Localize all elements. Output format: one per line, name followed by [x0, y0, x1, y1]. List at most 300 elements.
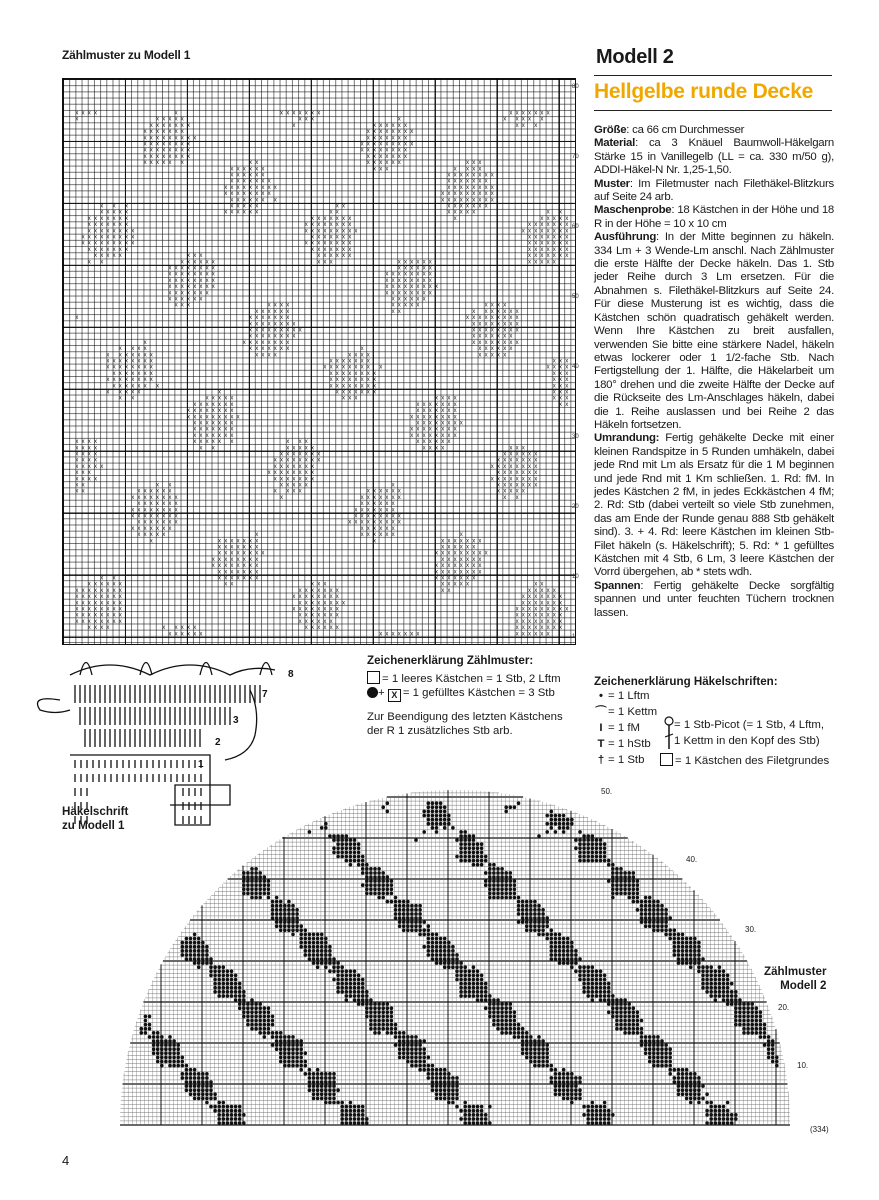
svg-text:x: x [534, 612, 538, 619]
svg-text:x: x [125, 240, 128, 247]
svg-text:x: x [230, 569, 234, 576]
svg-text:x: x [87, 612, 91, 619]
svg-text:x: x [261, 339, 265, 346]
svg-text:x: x [162, 501, 166, 508]
svg-text:x: x [360, 532, 364, 539]
svg-text:1: 1 [198, 759, 204, 770]
svg-text:x: x [329, 612, 333, 619]
svg-text:x: x [317, 110, 321, 117]
svg-text:x: x [478, 191, 482, 198]
svg-text:x: x [459, 550, 463, 557]
svg-text:x: x [397, 513, 401, 520]
svg-text:x: x [100, 600, 104, 607]
svg-text:x: x [168, 519, 172, 526]
svg-text:x: x [447, 197, 451, 204]
svg-text:x: x [410, 302, 414, 309]
svg-text:x: x [261, 178, 265, 185]
svg-text:x: x [410, 296, 414, 303]
svg-text:x: x [503, 315, 507, 322]
svg-text:x: x [286, 308, 290, 315]
svg-text:x: x [521, 122, 525, 129]
svg-text:x: x [75, 439, 79, 446]
page-title: Hellgelbe runde Decke [594, 80, 813, 103]
svg-text:x: x [335, 215, 339, 222]
svg-text:x: x [149, 122, 153, 129]
svg-text:x: x [205, 259, 209, 266]
svg-text:x: x [242, 184, 246, 191]
svg-text:x: x [360, 525, 364, 532]
svg-text:x: x [280, 327, 283, 334]
svg-text:x: x [143, 488, 147, 495]
svg-text:x: x [447, 544, 451, 551]
svg-text:x: x [286, 488, 290, 495]
svg-text:x: x [534, 222, 538, 229]
svg-text:x: x [100, 203, 104, 210]
svg-text:x: x [100, 618, 104, 625]
svg-text:x: x [466, 538, 469, 545]
svg-text:x: x [249, 339, 252, 346]
svg-text:x: x [267, 315, 271, 322]
svg-text:x: x [528, 259, 531, 266]
svg-text:x: x [218, 544, 221, 551]
svg-text:x: x [298, 110, 302, 117]
svg-text:x: x [329, 222, 333, 229]
svg-text:x: x [255, 532, 259, 539]
svg-text:x: x [342, 228, 345, 235]
svg-text:x: x [540, 612, 544, 619]
svg-text:x: x [503, 470, 507, 477]
svg-text:x: x [453, 408, 457, 415]
svg-text:x: x [168, 116, 172, 123]
svg-text:x: x [180, 259, 184, 266]
svg-text:x: x [360, 389, 364, 396]
svg-text:x: x [552, 612, 556, 619]
svg-text:x: x [187, 265, 190, 272]
svg-text:x: x [466, 172, 469, 179]
svg-text:x: x [565, 240, 569, 247]
svg-text:x: x [552, 377, 556, 384]
svg-text:x: x [143, 339, 147, 346]
svg-text:x: x [422, 414, 426, 421]
svg-text:x: x [441, 556, 445, 563]
svg-text:x: x [441, 197, 445, 204]
svg-text:x: x [255, 209, 259, 216]
svg-text:x: x [317, 612, 321, 619]
svg-text:x: x [559, 377, 562, 384]
svg-text:x: x [379, 519, 383, 526]
svg-text:x: x [100, 240, 104, 247]
svg-text:x: x [193, 277, 197, 284]
model-label: Modell 2 [596, 46, 674, 68]
svg-text:x: x [528, 600, 531, 607]
svg-text:x: x [373, 147, 376, 154]
svg-text:x: x [180, 141, 184, 148]
svg-text:x: x [193, 265, 197, 272]
svg-text:x: x [230, 414, 234, 421]
svg-text:x: x [174, 153, 178, 160]
svg-text:x: x [317, 240, 321, 247]
svg-text:x: x [552, 364, 556, 371]
svg-text:x: x [106, 253, 110, 260]
filled-dot-icon [367, 687, 378, 698]
svg-text:x: x [236, 166, 240, 173]
svg-text:x: x [94, 215, 97, 222]
svg-text:x: x [311, 470, 314, 477]
svg-text:x: x [118, 587, 122, 594]
svg-text:x: x [404, 122, 407, 129]
svg-text:x: x [94, 445, 97, 452]
svg-text:x: x [211, 445, 215, 452]
svg-text:x: x [534, 581, 538, 588]
svg-text:x: x [472, 327, 476, 334]
svg-text:x: x [193, 432, 197, 439]
svg-text:x: x [565, 370, 569, 377]
svg-text:x: x [490, 184, 494, 191]
svg-text:x: x [373, 129, 376, 136]
svg-text:x: x [373, 513, 376, 520]
legend-filled-box: + X = 1 gefülltes Kästchen = 3 Stb [367, 686, 555, 702]
svg-text:x: x [137, 358, 141, 365]
svg-text:x: x [156, 122, 159, 129]
svg-text:x: x [94, 439, 97, 446]
svg-text:x: x [534, 587, 538, 594]
svg-text:x: x [528, 463, 531, 470]
svg-text:x: x [453, 432, 457, 439]
svg-text:x: x [528, 246, 531, 253]
svg-text:x: x [329, 383, 333, 390]
svg-text:x: x [143, 358, 147, 365]
svg-text:x: x [187, 296, 190, 303]
svg-text:x: x [137, 383, 141, 390]
svg-text:x: x [534, 470, 538, 477]
svg-text:x: x [143, 141, 147, 148]
svg-text:x: x [404, 284, 407, 291]
svg-text:x: x [187, 302, 190, 309]
svg-text:x: x [106, 358, 110, 365]
svg-text:x: x [230, 556, 234, 563]
svg-text:x: x [559, 600, 562, 607]
svg-text:x: x [503, 451, 507, 458]
svg-text:x: x [447, 587, 451, 594]
svg-text:x: x [143, 519, 147, 526]
svg-text:x: x [162, 494, 166, 501]
svg-text:x: x [304, 625, 308, 632]
row-label: 40. [686, 855, 698, 864]
svg-text:x: x [280, 110, 283, 117]
svg-text:x: x [391, 290, 395, 297]
svg-text:x: x [484, 302, 488, 309]
svg-text:x: x [441, 408, 445, 415]
svg-text:x: x [137, 488, 141, 495]
svg-text:x: x [292, 451, 296, 458]
svg-text:x: x [497, 488, 500, 495]
svg-text:x: x [149, 153, 153, 160]
svg-text:x: x [174, 135, 178, 142]
svg-text:x: x [137, 346, 141, 353]
svg-text:x: x [484, 191, 488, 198]
svg-text:x: x [559, 612, 562, 619]
svg-text:x: x [416, 296, 420, 303]
svg-text:x: x [292, 457, 296, 464]
svg-text:x: x [180, 147, 184, 154]
svg-text:x: x [94, 594, 97, 601]
svg-text:x: x [416, 302, 420, 309]
svg-text:x: x [435, 439, 438, 446]
svg-text:x: x [304, 587, 308, 594]
svg-text:x: x [100, 581, 104, 588]
svg-text:x: x [373, 135, 376, 142]
svg-text:x: x [515, 476, 519, 483]
svg-text:x: x [391, 507, 395, 514]
svg-text:x: x [366, 141, 370, 148]
svg-text:x: x [528, 116, 531, 123]
svg-text:x: x [255, 538, 259, 545]
svg-text:x: x [81, 240, 85, 247]
svg-text:x: x [397, 494, 401, 501]
svg-text:x: x [323, 253, 327, 260]
svg-text:x: x [540, 215, 544, 222]
svg-text:x: x [273, 333, 277, 340]
svg-text:x: x [230, 166, 234, 173]
svg-text:x: x [546, 594, 550, 601]
svg-text:x: x [112, 383, 116, 390]
svg-text:x: x [100, 587, 104, 594]
svg-text:x: x [559, 625, 562, 632]
svg-text:x: x [162, 532, 166, 539]
svg-text:x: x [534, 253, 538, 260]
svg-text:x: x [273, 321, 277, 328]
svg-text:x: x [292, 327, 296, 334]
svg-text:x: x [559, 606, 562, 613]
svg-text:x: x [521, 228, 525, 235]
svg-text:x: x [180, 284, 184, 291]
svg-text:x: x [323, 228, 327, 235]
svg-text:x: x [211, 563, 215, 570]
svg-text:x: x [447, 426, 451, 433]
svg-text:x: x [534, 228, 538, 235]
svg-text:x: x [211, 265, 215, 272]
svg-text:x: x [391, 513, 395, 520]
svg-text:x: x [317, 228, 321, 235]
svg-text:x: x [311, 116, 314, 123]
svg-text:x: x [416, 631, 420, 638]
svg-text:x: x [249, 203, 252, 210]
svg-text:x: x [360, 513, 364, 520]
svg-text:x: x [453, 556, 457, 563]
svg-text:x: x [180, 129, 184, 136]
svg-text:x: x [118, 581, 122, 588]
svg-text:x: x [366, 513, 370, 520]
svg-text:x: x [187, 277, 190, 284]
svg-text:x: x [540, 234, 544, 241]
svg-text:x: x [490, 346, 494, 353]
svg-text:x: x [125, 364, 128, 371]
svg-text:x: x [87, 222, 91, 229]
svg-text:x: x [435, 563, 438, 570]
svg-text:x: x [497, 321, 500, 328]
svg-text:x: x [280, 321, 283, 328]
svg-text:x: x [497, 308, 500, 315]
svg-text:x: x [199, 253, 203, 260]
svg-text:x: x [87, 246, 91, 253]
svg-text:x: x [472, 339, 476, 346]
svg-text:x: x [137, 532, 141, 539]
svg-text:x: x [385, 166, 389, 173]
svg-text:x: x [503, 308, 507, 315]
svg-text:x: x [348, 240, 352, 247]
svg-text:x: x [385, 631, 389, 638]
svg-text:x: x [497, 482, 500, 489]
svg-text:x: x [373, 370, 376, 377]
svg-text:x: x [323, 222, 327, 229]
svg-text:x: x [472, 197, 476, 204]
svg-text:x: x [422, 420, 426, 427]
svg-text:x: x [521, 606, 525, 613]
svg-text:x: x [242, 569, 246, 576]
svg-text:x: x [112, 253, 116, 260]
svg-text:x: x [335, 389, 339, 396]
instruction-gauge: Maschenprobe: 18 Kästchen in der Höhe und 18 R in der Höhe = 10 x 10 cm [594, 204, 834, 230]
svg-text:x: x [534, 457, 538, 464]
svg-text:x: x [515, 606, 519, 613]
svg-text:x: x [335, 587, 339, 594]
svg-text:x: x [546, 606, 550, 613]
svg-text:x: x [546, 631, 550, 638]
svg-text:x: x [112, 575, 116, 582]
half-double-icon: T [597, 738, 605, 750]
svg-text:x: x [230, 426, 234, 433]
svg-text:x: x [193, 401, 197, 408]
svg-text:x: x [366, 389, 370, 396]
svg-text:x: x [416, 414, 420, 421]
svg-text:x: x [224, 395, 228, 402]
svg-text:x: x [503, 116, 507, 123]
svg-text:x: x [565, 377, 569, 384]
svg-text:x: x [168, 507, 172, 514]
svg-text:x: x [249, 191, 252, 198]
svg-text:x: x [168, 482, 172, 489]
svg-text:x: x [199, 265, 203, 272]
svg-text:x: x [540, 581, 544, 588]
svg-text:x: x [397, 135, 401, 142]
svg-text:x: x [199, 414, 203, 421]
svg-text:x: x [118, 222, 122, 229]
svg-text:x: x [224, 538, 228, 545]
svg-text:x: x [106, 612, 110, 619]
svg-text:x: x [292, 333, 296, 340]
svg-text:x: x [540, 600, 544, 607]
svg-text:x: x [546, 253, 550, 260]
svg-text:x: x [416, 420, 420, 427]
svg-text:x: x [509, 321, 513, 328]
svg-text:x: x [143, 377, 147, 384]
svg-text:x: x [100, 246, 104, 253]
svg-text:x: x [81, 612, 85, 619]
svg-text:x: x [335, 234, 339, 241]
svg-text:x: x [404, 302, 407, 309]
svg-text:x: x [205, 395, 209, 402]
svg-text:x: x [118, 253, 122, 260]
svg-text:x: x [478, 184, 482, 191]
svg-text:x: x [292, 470, 296, 477]
svg-text:x: x [280, 463, 283, 470]
svg-text:x: x [342, 358, 345, 365]
svg-text:x: x [447, 401, 451, 408]
svg-text:x: x [534, 234, 538, 241]
svg-text:x: x [280, 470, 283, 477]
svg-text:3: 3 [233, 715, 239, 726]
svg-text:x: x [286, 470, 290, 477]
svg-text:x: x [218, 401, 221, 408]
svg-text:x: x [137, 364, 141, 371]
svg-text:x: x [503, 339, 507, 346]
svg-text:x: x [162, 488, 166, 495]
svg-text:x: x [118, 594, 122, 601]
svg-text:x: x [329, 228, 333, 235]
svg-text:x: x [174, 284, 178, 291]
svg-text:x: x [304, 116, 308, 123]
svg-text:x: x [354, 519, 358, 526]
svg-text:x: x [472, 321, 476, 328]
svg-text:x: x [286, 463, 290, 470]
svg-text:x: x [131, 234, 135, 241]
svg-text:x: x [292, 606, 296, 613]
svg-text:x: x [211, 401, 215, 408]
svg-text:x: x [503, 327, 507, 334]
svg-text:x: x [484, 315, 488, 322]
svg-text:x: x [118, 352, 122, 359]
svg-text:x: x [255, 544, 259, 551]
svg-text:x: x [342, 383, 345, 390]
svg-text:x: x [81, 463, 85, 470]
svg-text:x: x [224, 426, 228, 433]
svg-text:x: x [273, 457, 277, 464]
svg-text:x: x [106, 209, 110, 216]
svg-text:x: x [342, 253, 345, 260]
svg-text:x: x [373, 494, 376, 501]
svg-text:x: x [565, 383, 569, 390]
svg-text:x: x [292, 594, 296, 601]
svg-text:x: x [75, 488, 79, 495]
svg-text:x: x [521, 463, 525, 470]
svg-text:x: x [81, 594, 85, 601]
svg-text:x: x [379, 532, 383, 539]
svg-text:x: x [497, 470, 500, 477]
svg-text:x: x [397, 265, 401, 272]
svg-text:x: x [168, 135, 172, 142]
svg-text:x: x [87, 625, 91, 632]
svg-text:x: x [428, 271, 432, 278]
svg-text:x: x [292, 482, 296, 489]
svg-text:x: x [280, 476, 283, 483]
svg-text:x: x [311, 222, 314, 229]
svg-text:x: x [546, 259, 550, 266]
svg-text:x: x [125, 215, 128, 222]
svg-text:x: x [534, 122, 538, 129]
svg-text:x: x [366, 519, 370, 526]
svg-text:x: x [143, 507, 147, 514]
svg-text:x: x [112, 364, 116, 371]
svg-text:x: x [472, 333, 476, 340]
svg-text:x: x [521, 445, 525, 452]
svg-text:x: x [255, 184, 259, 191]
svg-text:x: x [559, 395, 562, 402]
svg-text:x: x [404, 259, 407, 266]
svg-text:x: x [224, 184, 228, 191]
svg-text:x: x [348, 395, 352, 402]
svg-text:x: x [249, 209, 252, 216]
svg-text:x: x [118, 600, 122, 607]
